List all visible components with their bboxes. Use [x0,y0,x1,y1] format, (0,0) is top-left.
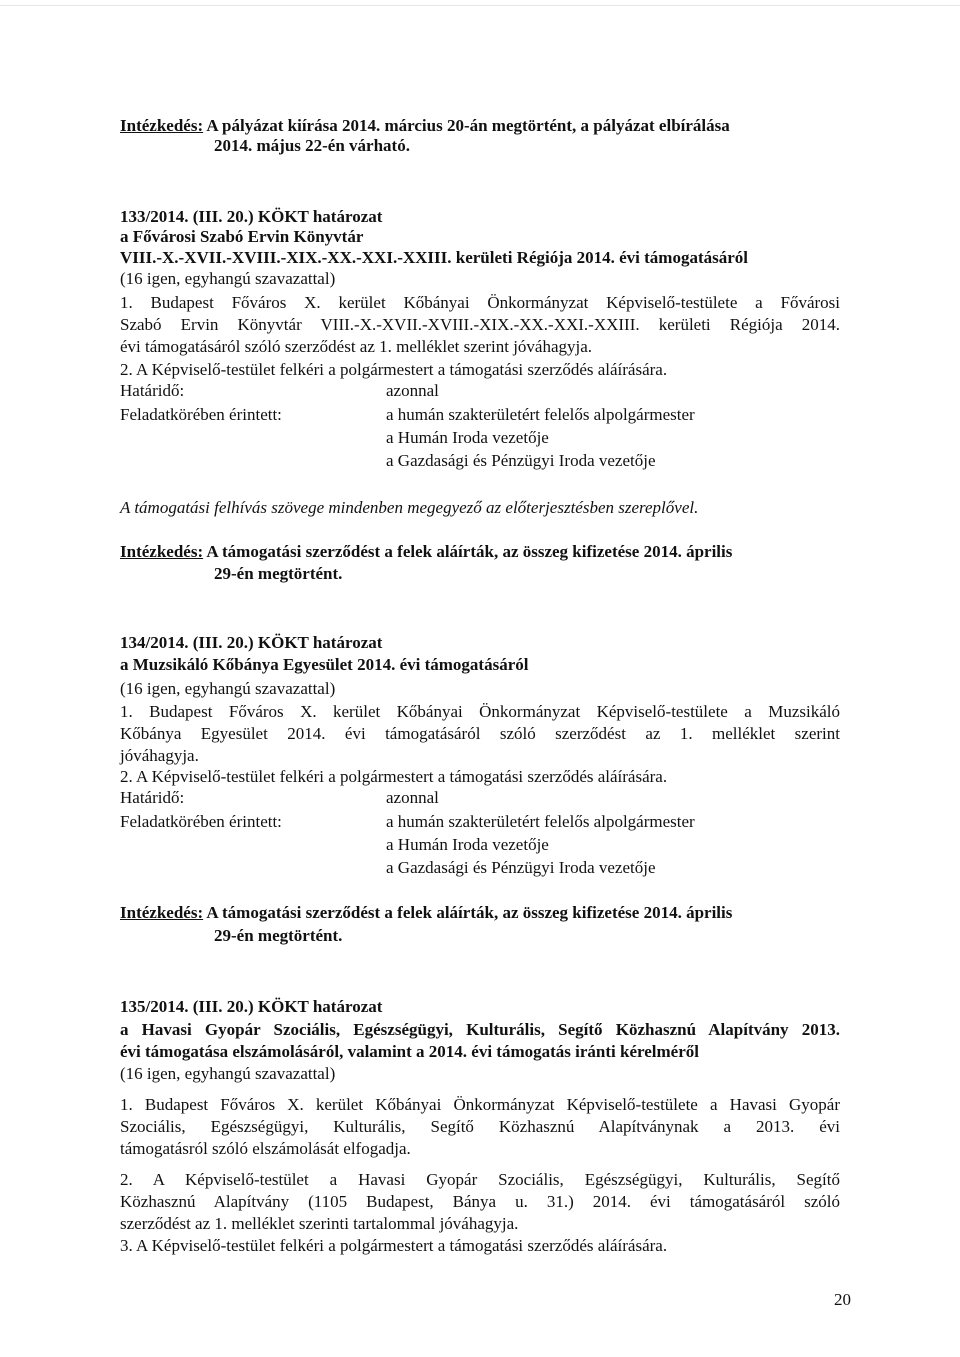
paragraph-3: 3. A Képviselő-testület felkéri a polgármestert a támogatási szerződés aláírására. [120,1236,668,1255]
paragraph-1-line-2: Kőbánya Egyesület 2014. évi támogatásáról szóló szerződést az 1. melléklet szerint [120,724,840,743]
intezkedes-line-2: 29-én megtörtént. [214,564,343,583]
hatarido-label: Határidő: [120,788,185,807]
felelos-1: a humán szakterületért felelős alpolgármester [386,405,695,424]
intezkedes-label: Intézkedés: [120,903,204,922]
resolution-title-line-1: a Muzsikáló Kőbánya Egyesület 2014. évi támogatásáról [120,655,529,674]
vote-result: (16 igen, egyhangú szavazattal) [120,679,336,698]
paragraph-2-line-1: 2. A Képviselő-testület a Havasi Gyopár Szociális, Egészségügyi, Kulturális, Segítő [120,1170,840,1189]
resolution-number: 133/2014. (III. 20.) KÖKT határozat [120,207,383,226]
felelos-2: a Humán Iroda vezetője [386,428,549,447]
intezkedes-line-1 [120,116,730,136]
paragraph-1-line-2: Szociális, Egészségügyi, Kulturális, Segítő Közhasznú Alapítványnak a 2013. évi [120,1117,840,1136]
felelos-2: a Humán Iroda vezetője [386,835,549,854]
vote-result: (16 igen, egyhangú szavazattal) [120,1064,336,1083]
intezkedes-text: A pályázat kiírása 2014. március 20-án megtörtént, a pályázat elbírálása [206,116,730,135]
resolution-title-line-1: a Havasi Gyopár Szociális, Egészségügyi, Kulturális, Segítő Közhasznú Alapítvány 2013. [120,1020,840,1039]
paragraph-2: 2. A Képviselő-testület felkéri a polgármestert a támogatási szerződés aláírására. [120,767,668,786]
intezkedes-line-2: 29-én megtörtént. [214,926,343,945]
paragraph-1-line-2: Szabó Ervin Könyvtár VIII.-X.-XVII.-XVIII.-XIX.-XX.-XXI.-XXIII. kerületi Régiója 2014. [120,315,840,334]
paragraph-2-line-2: Közhasznú Alapítvány (1105 Budapest, Bánya u. 31.) 2014. évi támogatásáról szóló [120,1192,840,1211]
paragraph-2-line-3: szerződést az 1. melléklet szerinti tartalommal jóváhagyja. [120,1214,519,1233]
paragraph-1-line-1: 1. Budapest Főváros X. kerület Kőbányai Önkormányzat Képviselő-testülete a Havasi Gyopár [120,1095,840,1114]
resolution-number: 135/2014. (III. 20.) KÖKT határozat [120,997,383,1016]
hatarido-value: azonnal [386,788,439,807]
intezkedes-label: Intézkedés: [120,116,204,135]
resolution-title-line-2: VIII.-X.-XVII.-XVIII.-XIX.-XX.-XXI.-XXIII. kerületi Régiója 2014. évi támogatásáról [120,248,749,267]
hatarido-label: Határidő: [120,381,185,400]
intezkedes-line-1 [120,903,732,923]
felelos-1: a humán szakterületért felelős alpolgármester [386,812,695,831]
paragraph-1-line-1: 1. Budapest Főváros X. kerület Kőbányai Önkormányzat Képviselő-testülete a Fővárosi [120,293,840,312]
intezkedes-text: A támogatási szerződést a felek aláírták, az összeg kifizetése 2014. április [206,542,733,561]
page-number: 20 [834,1290,851,1309]
intezkedes-text: A támogatási szerződést a felek aláírták, az összeg kifizetése 2014. április [206,903,733,922]
paragraph-1-line-1: 1. Budapest Főváros X. kerület Kőbányai Önkormányzat Képviselő-testülete a Muzsikáló [120,702,840,721]
resolution-title-line-1: a Fővárosi Szabó Ervin Könyvtár [120,227,364,246]
paragraph-2: 2. A Képviselő-testület felkéri a polgármestert a támogatási szerződés aláírására. [120,360,668,379]
felelos-label: Feladatkörében érintett: [120,405,282,424]
scan-edge-line [0,5,960,6]
intezkedes-line-2: 2014. május 22-én várható. [214,136,410,155]
felelos-label: Feladatkörében érintett: [120,812,282,831]
felelos-3: a Gazdasági és Pénzügyi Iroda vezetője [386,858,656,877]
hatarido-value: azonnal [386,381,439,400]
paragraph-1-line-3: támogatásról szóló elszámolását elfogadja. [120,1139,411,1158]
intezkedes-label: Intézkedés: [120,542,204,561]
paragraph-1-line-3: jóváhagyja. [120,746,199,765]
resolution-number: 134/2014. (III. 20.) KÖKT határozat [120,633,383,652]
resolution-title-line-2: évi támogatása elszámolásáról, valamint a 2014. évi támogatás iránti kérelméről [120,1042,699,1061]
intezkedes-line-1 [120,542,732,562]
felelos-3: a Gazdasági és Pénzügyi Iroda vezetője [386,451,656,470]
vote-result: (16 igen, egyhangú szavazattal) [120,269,336,288]
note: A támogatási felhívás szövege mindenben megegyező az előterjesztésben szereplővel. [120,498,699,517]
paragraph-1-line-3: évi támogatásáról szóló szerződést az 1. melléklet szerint jóváhagyja. [120,337,593,356]
